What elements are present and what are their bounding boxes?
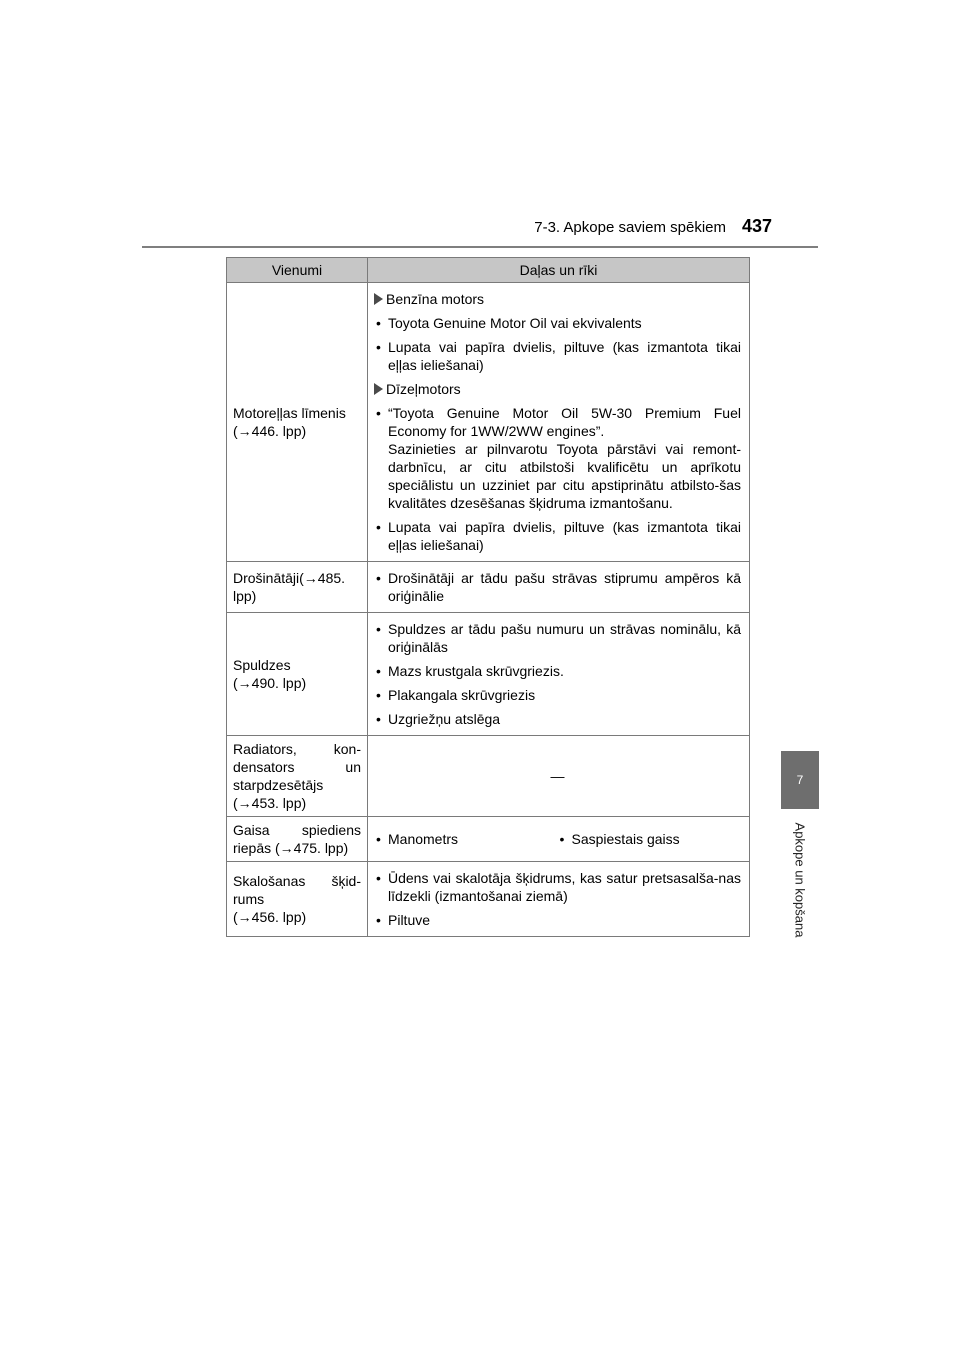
- parts-cell: [368, 283, 750, 562]
- subheading-text: Benzīna motors: [386, 291, 485, 307]
- list-item-text: “Toyota Genuine Motor Oil 5W-30 Premium Fuel Economy for 1WW/2WW engines”.: [388, 405, 741, 439]
- list-item: [374, 683, 741, 707]
- list-item-text: Uzgriežņu atslēga: [388, 711, 501, 727]
- item-page-ref: (→456. lpp): [233, 909, 307, 925]
- page-number: 437: [741, 216, 772, 236]
- list-item-text: Manometrs: [388, 831, 459, 847]
- list-item: [374, 707, 741, 731]
- page-header: [142, 216, 818, 248]
- list-item-text: Saspiestais gaiss: [571, 831, 680, 847]
- list-item: [374, 617, 741, 659]
- table-row: [227, 613, 750, 736]
- parts-cell: [368, 862, 750, 937]
- bullet-icon: •: [376, 870, 381, 886]
- bullet-icon: •: [376, 912, 381, 928]
- parts-cell: [368, 613, 750, 736]
- item-text: Spuldzes: [233, 657, 291, 673]
- list-item-text: Spuldzes ar tādu pašu numuru un strāvas nominālu, kā oriģinālās: [388, 621, 741, 655]
- column-header-parts: Daļas un rīki: [368, 258, 750, 283]
- section-title: 7-3. Apkope saviem spēkiem: [534, 219, 726, 236]
- list-item: [374, 515, 741, 557]
- item-text: Gaisa spiediens riepās (→475. lpp): [233, 822, 361, 856]
- list-item-text: Toyota Genuine Motor Oil vai ekvivalents: [388, 315, 642, 331]
- triangle-marker-icon: [374, 293, 383, 305]
- item-page-ref: (→453. lpp): [233, 795, 307, 811]
- list-item-text: Lupata vai papīra dvielis, piltuve (kas izmantota tikai eļļas ieliešanai): [388, 339, 741, 373]
- subheading: [374, 287, 741, 311]
- item-text: Skalošanas šķid-rums: [233, 873, 361, 907]
- item-cell: [227, 613, 368, 736]
- bullet-icon: •: [376, 570, 381, 586]
- list-item: [374, 401, 741, 515]
- bullet-icon: •: [376, 711, 381, 727]
- parts-cell: [368, 736, 750, 817]
- table-row: [227, 736, 750, 817]
- bullet-icon: •: [376, 315, 381, 331]
- list-item-note: Sazinieties ar pilnvarotu Toyota pārstāvi vai remont-darbnīcu, ar citu atbilstoši kvalificētu un aprīkotu speciālistu un uzziniet par citu apstiprinātu atbilsto-šas kvalitātes dzesēšanas šķidruma izmantošanu.: [388, 441, 741, 511]
- bullet-icon: •: [376, 663, 381, 679]
- item-cell: [227, 283, 368, 562]
- chapter-tab: [781, 751, 819, 809]
- parts-cell: [368, 817, 750, 862]
- item-cell: [227, 736, 368, 817]
- triangle-marker-icon: [374, 383, 383, 395]
- chapter-label: Apkope un kopšana: [792, 822, 808, 938]
- table-row: [227, 817, 750, 862]
- empty-dash: —: [550, 768, 565, 784]
- bullet-icon: •: [559, 831, 565, 847]
- column-header-items: Vienumi: [227, 258, 368, 283]
- maintenance-items-table: [226, 257, 750, 937]
- parts-cell: [368, 562, 750, 613]
- list-item: [374, 311, 741, 335]
- list-item-text: Drošinātāji ar tādu pašu strāvas stiprumu ampēros kā oriģinālie: [388, 570, 741, 604]
- list-item-text: Ūdens vai skalotāja šķidrums, kas satur pretsasalša-nas līdzekli (izmantošanai ziemā): [388, 870, 741, 904]
- item-page-ref: (→446. lpp): [233, 423, 307, 439]
- list-item: [374, 908, 741, 932]
- subheading-text: Dīzeļmotors: [386, 381, 461, 397]
- bullet-icon: •: [376, 831, 381, 847]
- list-item: [374, 566, 741, 608]
- bullet-icon: •: [376, 519, 381, 535]
- chapter-number: 7: [796, 773, 804, 787]
- list-item-text: Piltuve: [388, 912, 431, 928]
- bullet-icon: •: [376, 339, 381, 355]
- list-item: [558, 827, 742, 851]
- item-cell: [227, 817, 368, 862]
- table-row: [227, 562, 750, 613]
- item-cell: [227, 862, 368, 937]
- two-column-list: [374, 827, 741, 851]
- bullet-icon: •: [376, 405, 381, 421]
- table-row: [227, 283, 750, 562]
- list-item-text: Lupata vai papīra dvielis, piltuve (kas izmantota tikai eļļas ieliešanai): [388, 519, 741, 553]
- list-item: [374, 827, 558, 851]
- table-header-row: [227, 258, 750, 283]
- list-item: [374, 659, 741, 683]
- bullet-icon: •: [376, 621, 381, 637]
- item-cell: [227, 562, 368, 613]
- item-text: Motoreļļas līmenis: [233, 405, 346, 421]
- item-text: Radiators, kon-densators un starpdzesētājs: [233, 741, 361, 793]
- table-row: [227, 862, 750, 937]
- subheading: [374, 377, 741, 401]
- item-page-ref: (→490. lpp): [233, 675, 307, 691]
- item-text: Drošinātāji(→485. lpp): [233, 570, 346, 604]
- list-item-text: Mazs krustgala skrūvgriezis.: [388, 663, 564, 679]
- bullet-icon: •: [376, 687, 381, 703]
- list-item: [374, 866, 741, 908]
- list-item-text: Plakangala skrūvgriezis: [388, 687, 536, 703]
- list-item: [374, 335, 741, 377]
